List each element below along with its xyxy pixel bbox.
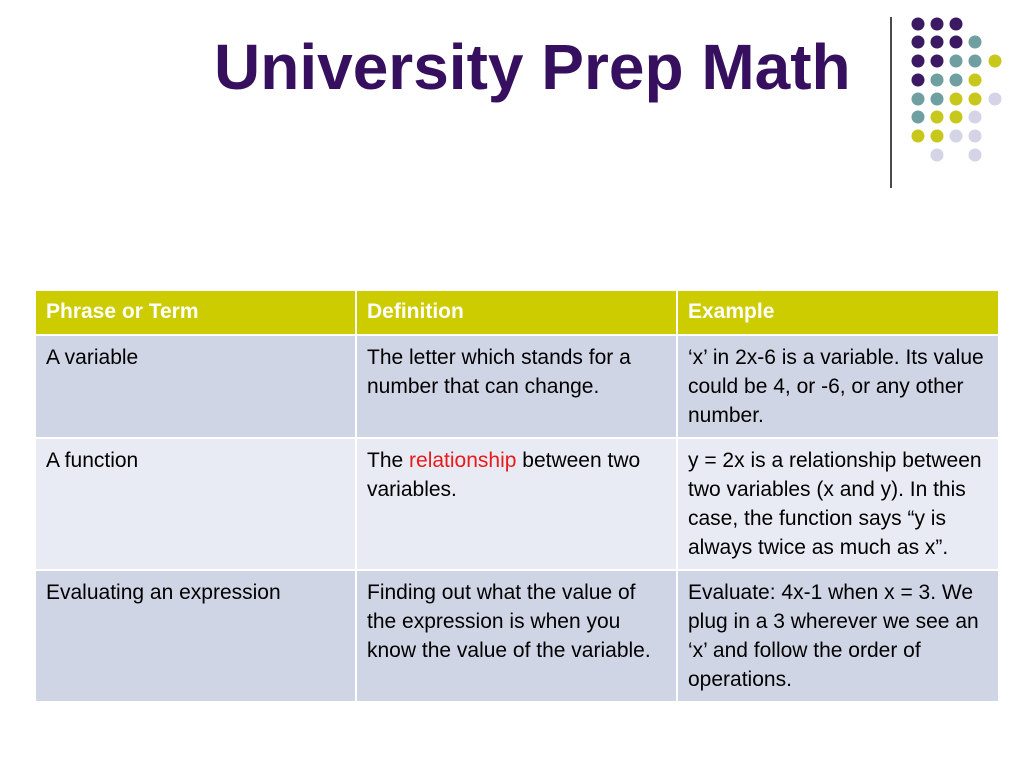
decor-dot [969,111,982,124]
decor-dot [950,74,963,87]
decor-dot [989,55,1002,68]
term-cell: A variable [35,335,356,438]
definition-cell: The letter which stands for a number that can change. [356,335,677,438]
term-cell: A function [35,438,356,570]
decor-dot [931,55,944,68]
decor-dot [931,149,944,162]
decor-dot [969,36,982,49]
decor-dot [931,36,944,49]
decor-dot [931,93,944,106]
decor-dot [950,130,963,143]
title-divider-line [890,17,892,188]
column-header-definition: Definition [356,290,677,335]
decor-dot [912,130,925,143]
decor-dot [931,18,944,31]
definition-text: between two variables. [367,449,641,501]
slide-title: University Prep Math [214,31,851,103]
definition-cell: Finding out what the value of the expression is when you know the value of the variable. [356,570,677,702]
decor-dot [912,55,925,68]
decorative-dot-grid [0,0,1024,200]
decor-dot [950,18,963,31]
example-cell: Evaluate: 4x-1 when x = 3. We plug in a 3 wherever we see an ‘x’ and follow the order of operations. [677,570,999,702]
table-row [35,438,999,570]
decor-dot [912,93,925,106]
column-header-term: Phrase or Term [35,290,356,335]
decor-dot [989,93,1002,106]
decor-dot [931,111,944,124]
table-row [35,335,999,438]
decor-dot [950,36,963,49]
decor-dot [969,55,982,68]
definition-text: The [367,449,410,472]
table-header-row [35,290,999,335]
decor-dot [950,93,963,106]
decor-dot [969,74,982,87]
example-cell: y = 2x is a relationship between two variables (x and y). In this case, the function says “y is always twice as much as x”. [677,438,999,570]
column-header-example: Example [677,290,999,335]
decor-dot [912,18,925,31]
example-cell: ‘x’ in 2x-6 is a variable. Its value could be 4, or -6, or any other number. [677,335,999,438]
decor-dot [950,111,963,124]
decor-dot [969,130,982,143]
table-row [35,570,999,702]
decor-dot [931,130,944,143]
decor-dot [950,55,963,68]
decor-dot [931,74,944,87]
terms-table [34,289,1000,703]
decor-dot [912,36,925,49]
definition-cell [356,438,677,570]
term-cell: Evaluating an expression [35,570,356,702]
decor-dot [969,93,982,106]
decor-dot [912,111,925,124]
decor-dot [912,74,925,87]
decor-dot [969,149,982,162]
highlighted-word: relationship [409,449,517,472]
